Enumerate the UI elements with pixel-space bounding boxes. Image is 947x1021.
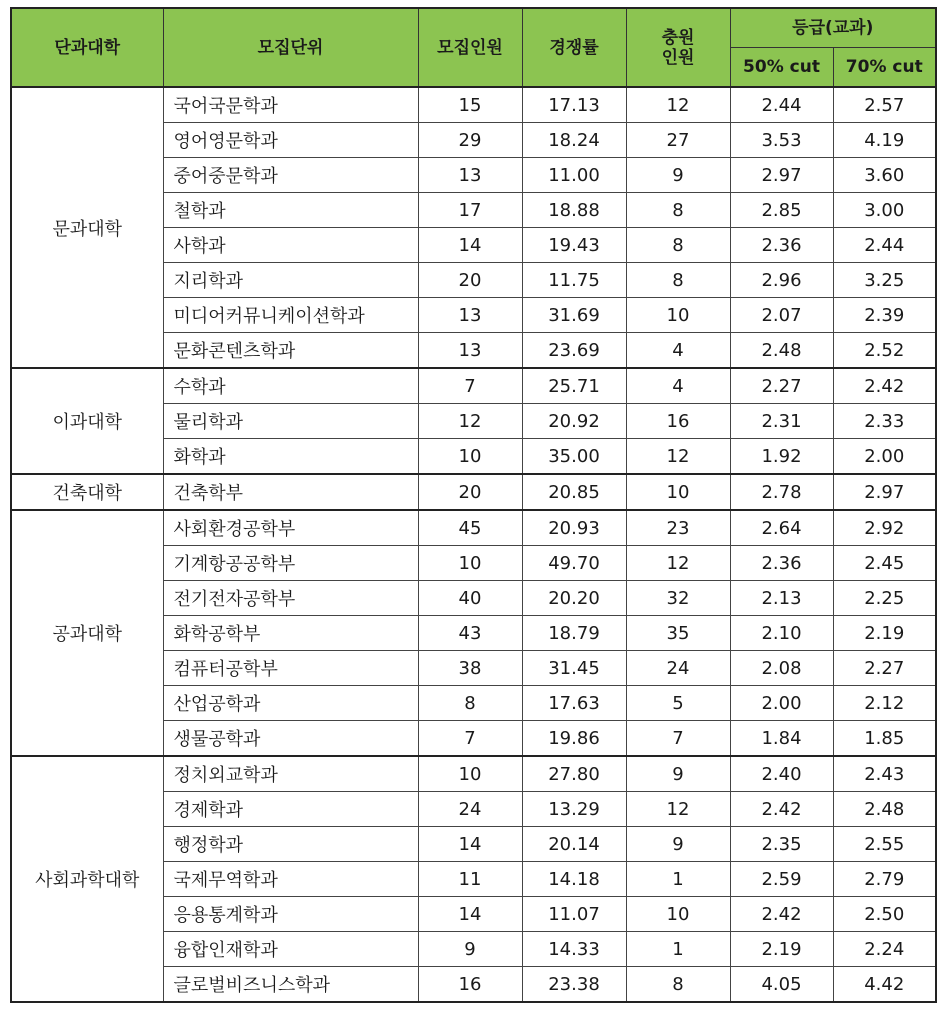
competition-cell: 11.07 bbox=[522, 897, 626, 932]
cut70-cell: 2.45 bbox=[833, 546, 936, 581]
competition-cell: 17.13 bbox=[522, 87, 626, 123]
quota-cell: 13 bbox=[418, 333, 522, 369]
cut70-cell: 2.42 bbox=[833, 368, 936, 404]
header-unit: 모집단위 bbox=[163, 8, 418, 87]
unit-cell: 정치외교학과 bbox=[163, 756, 418, 792]
cut50-cell: 2.78 bbox=[730, 474, 833, 510]
cut50-cell: 2.48 bbox=[730, 333, 833, 369]
quota-cell: 13 bbox=[418, 298, 522, 333]
cut70-cell: 2.24 bbox=[833, 932, 936, 967]
waitlist-cell: 27 bbox=[626, 123, 730, 158]
table-row bbox=[11, 474, 936, 510]
quota-cell: 10 bbox=[418, 439, 522, 475]
table-row bbox=[11, 756, 936, 792]
waitlist-cell: 12 bbox=[626, 87, 730, 123]
waitlist-cell: 8 bbox=[626, 193, 730, 228]
college-cell: 이과대학 bbox=[11, 368, 163, 474]
header-grade-group: 등급(교과) bbox=[730, 8, 936, 48]
quota-cell: 20 bbox=[418, 474, 522, 510]
unit-cell: 산업공학과 bbox=[163, 686, 418, 721]
unit-cell: 건축학부 bbox=[163, 474, 418, 510]
cut70-cell: 2.19 bbox=[833, 616, 936, 651]
unit-cell: 국제무역학과 bbox=[163, 862, 418, 897]
quota-cell: 7 bbox=[418, 721, 522, 757]
cut70-cell: 2.97 bbox=[833, 474, 936, 510]
cut70-cell: 2.52 bbox=[833, 333, 936, 369]
unit-cell: 철학과 bbox=[163, 193, 418, 228]
table-row bbox=[11, 368, 936, 404]
quota-cell: 16 bbox=[418, 967, 522, 1003]
waitlist-cell: 8 bbox=[626, 263, 730, 298]
waitlist-cell: 1 bbox=[626, 862, 730, 897]
unit-cell: 융합인재학과 bbox=[163, 932, 418, 967]
quota-cell: 10 bbox=[418, 546, 522, 581]
competition-cell: 49.70 bbox=[522, 546, 626, 581]
competition-cell: 17.63 bbox=[522, 686, 626, 721]
cut50-cell: 2.35 bbox=[730, 827, 833, 862]
competition-cell: 18.88 bbox=[522, 193, 626, 228]
competition-cell: 25.71 bbox=[522, 368, 626, 404]
cut50-cell: 2.07 bbox=[730, 298, 833, 333]
quota-cell: 7 bbox=[418, 368, 522, 404]
cut70-cell: 2.27 bbox=[833, 651, 936, 686]
quota-cell: 29 bbox=[418, 123, 522, 158]
cut50-cell: 1.92 bbox=[730, 439, 833, 475]
cut50-cell: 2.10 bbox=[730, 616, 833, 651]
unit-cell: 사회환경공학부 bbox=[163, 510, 418, 546]
quota-cell: 14 bbox=[418, 897, 522, 932]
competition-cell: 20.85 bbox=[522, 474, 626, 510]
college-cell: 건축대학 bbox=[11, 474, 163, 510]
cut70-cell: 2.39 bbox=[833, 298, 936, 333]
header-competition: 경쟁률 bbox=[522, 8, 626, 87]
cut70-cell: 2.00 bbox=[833, 439, 936, 475]
unit-cell: 수학과 bbox=[163, 368, 418, 404]
cut70-cell: 2.92 bbox=[833, 510, 936, 546]
competition-cell: 18.24 bbox=[522, 123, 626, 158]
table-row bbox=[11, 87, 936, 123]
college-group bbox=[11, 510, 936, 756]
competition-cell: 11.00 bbox=[522, 158, 626, 193]
unit-cell: 화학공학부 bbox=[163, 616, 418, 651]
cut50-cell: 4.05 bbox=[730, 967, 833, 1003]
competition-cell: 14.33 bbox=[522, 932, 626, 967]
unit-cell: 컴퓨터공학부 bbox=[163, 651, 418, 686]
waitlist-cell: 32 bbox=[626, 581, 730, 616]
competition-cell: 11.75 bbox=[522, 263, 626, 298]
unit-cell: 물리학과 bbox=[163, 404, 418, 439]
quota-cell: 24 bbox=[418, 792, 522, 827]
quota-cell: 43 bbox=[418, 616, 522, 651]
cut50-cell: 1.84 bbox=[730, 721, 833, 757]
quota-cell: 15 bbox=[418, 87, 522, 123]
cut50-cell: 2.08 bbox=[730, 651, 833, 686]
cut50-cell: 2.13 bbox=[730, 581, 833, 616]
waitlist-cell: 16 bbox=[626, 404, 730, 439]
unit-cell: 생물공학과 bbox=[163, 721, 418, 757]
competition-cell: 23.38 bbox=[522, 967, 626, 1003]
cut70-cell: 4.42 bbox=[833, 967, 936, 1003]
competition-cell: 20.92 bbox=[522, 404, 626, 439]
cut50-cell: 2.42 bbox=[730, 792, 833, 827]
cut50-cell: 2.31 bbox=[730, 404, 833, 439]
unit-cell: 화학과 bbox=[163, 439, 418, 475]
unit-cell: 영어영문학과 bbox=[163, 123, 418, 158]
waitlist-cell: 8 bbox=[626, 967, 730, 1003]
unit-cell: 기계항공공학부 bbox=[163, 546, 418, 581]
cut50-cell: 2.59 bbox=[730, 862, 833, 897]
table-row bbox=[11, 510, 936, 546]
college-group bbox=[11, 368, 936, 474]
waitlist-cell: 12 bbox=[626, 792, 730, 827]
quota-cell: 14 bbox=[418, 228, 522, 263]
waitlist-cell: 9 bbox=[626, 158, 730, 193]
cut50-cell: 2.36 bbox=[730, 228, 833, 263]
cut70-cell: 2.79 bbox=[833, 862, 936, 897]
waitlist-cell: 35 bbox=[626, 616, 730, 651]
quota-cell: 45 bbox=[418, 510, 522, 546]
cut50-cell: 2.36 bbox=[730, 546, 833, 581]
cut50-cell: 2.40 bbox=[730, 756, 833, 792]
header-waitlist-line1: 충원 bbox=[661, 27, 695, 48]
cut70-cell: 2.25 bbox=[833, 581, 936, 616]
competition-cell: 31.45 bbox=[522, 651, 626, 686]
college-group bbox=[11, 87, 936, 368]
header-college: 단과대학 bbox=[11, 8, 163, 87]
college-group bbox=[11, 756, 936, 1002]
waitlist-cell: 4 bbox=[626, 333, 730, 369]
waitlist-cell: 23 bbox=[626, 510, 730, 546]
competition-cell: 20.20 bbox=[522, 581, 626, 616]
cut70-cell: 2.57 bbox=[833, 87, 936, 123]
cut50-cell: 3.53 bbox=[730, 123, 833, 158]
cut70-cell: 2.48 bbox=[833, 792, 936, 827]
unit-cell: 행정학과 bbox=[163, 827, 418, 862]
header-cut50: 50% cut bbox=[730, 48, 833, 88]
waitlist-cell: 1 bbox=[626, 932, 730, 967]
unit-cell: 중어중문학과 bbox=[163, 158, 418, 193]
college-cell: 사회과학대학 bbox=[11, 756, 163, 1002]
cut70-cell: 2.43 bbox=[833, 756, 936, 792]
waitlist-cell: 9 bbox=[626, 756, 730, 792]
cut50-cell: 2.44 bbox=[730, 87, 833, 123]
waitlist-cell: 10 bbox=[626, 897, 730, 932]
cut50-cell: 2.96 bbox=[730, 263, 833, 298]
waitlist-cell: 10 bbox=[626, 474, 730, 510]
admission-results-table bbox=[10, 7, 937, 1003]
competition-cell: 35.00 bbox=[522, 439, 626, 475]
waitlist-cell: 4 bbox=[626, 368, 730, 404]
header-waitlist bbox=[626, 8, 730, 87]
competition-cell: 19.43 bbox=[522, 228, 626, 263]
cut70-cell: 4.19 bbox=[833, 123, 936, 158]
quota-cell: 10 bbox=[418, 756, 522, 792]
cut70-cell: 3.60 bbox=[833, 158, 936, 193]
quota-cell: 38 bbox=[418, 651, 522, 686]
quota-cell: 14 bbox=[418, 827, 522, 862]
unit-cell: 경제학과 bbox=[163, 792, 418, 827]
waitlist-cell: 8 bbox=[626, 228, 730, 263]
cut70-cell: 2.12 bbox=[833, 686, 936, 721]
quota-cell: 8 bbox=[418, 686, 522, 721]
quota-cell: 9 bbox=[418, 932, 522, 967]
cut70-cell: 2.50 bbox=[833, 897, 936, 932]
quota-cell: 40 bbox=[418, 581, 522, 616]
competition-cell: 13.29 bbox=[522, 792, 626, 827]
waitlist-cell: 24 bbox=[626, 651, 730, 686]
quota-cell: 11 bbox=[418, 862, 522, 897]
unit-cell: 미디어커뮤니케이션학과 bbox=[163, 298, 418, 333]
college-cell: 문과대학 bbox=[11, 87, 163, 368]
waitlist-cell: 9 bbox=[626, 827, 730, 862]
competition-cell: 20.14 bbox=[522, 827, 626, 862]
quota-cell: 13 bbox=[418, 158, 522, 193]
quota-cell: 17 bbox=[418, 193, 522, 228]
cut50-cell: 2.97 bbox=[730, 158, 833, 193]
unit-cell: 응용통계학과 bbox=[163, 897, 418, 932]
waitlist-cell: 12 bbox=[626, 439, 730, 475]
header-quota: 모집인원 bbox=[418, 8, 522, 87]
college-group bbox=[11, 474, 936, 510]
quota-cell: 20 bbox=[418, 263, 522, 298]
waitlist-cell: 5 bbox=[626, 686, 730, 721]
cut70-cell: 3.00 bbox=[833, 193, 936, 228]
competition-cell: 14.18 bbox=[522, 862, 626, 897]
competition-cell: 18.79 bbox=[522, 616, 626, 651]
cut50-cell: 2.85 bbox=[730, 193, 833, 228]
unit-cell: 전기전자공학부 bbox=[163, 581, 418, 616]
header-waitlist-line2: 인원 bbox=[661, 47, 695, 68]
unit-cell: 국어국문학과 bbox=[163, 87, 418, 123]
cut50-cell: 2.19 bbox=[730, 932, 833, 967]
cut70-cell: 2.33 bbox=[833, 404, 936, 439]
table-header bbox=[11, 8, 936, 87]
college-cell: 공과대학 bbox=[11, 510, 163, 756]
competition-cell: 19.86 bbox=[522, 721, 626, 757]
competition-cell: 31.69 bbox=[522, 298, 626, 333]
header-cut70: 70% cut bbox=[833, 48, 936, 88]
competition-cell: 23.69 bbox=[522, 333, 626, 369]
unit-cell: 문화콘텐츠학과 bbox=[163, 333, 418, 369]
competition-cell: 27.80 bbox=[522, 756, 626, 792]
waitlist-cell: 12 bbox=[626, 546, 730, 581]
cut50-cell: 2.00 bbox=[730, 686, 833, 721]
cut50-cell: 2.64 bbox=[730, 510, 833, 546]
cut70-cell: 2.55 bbox=[833, 827, 936, 862]
unit-cell: 글로벌비즈니스학과 bbox=[163, 967, 418, 1003]
cut70-cell: 1.85 bbox=[833, 721, 936, 757]
waitlist-cell: 7 bbox=[626, 721, 730, 757]
unit-cell: 사학과 bbox=[163, 228, 418, 263]
unit-cell: 지리학과 bbox=[163, 263, 418, 298]
waitlist-cell: 10 bbox=[626, 298, 730, 333]
cut50-cell: 2.42 bbox=[730, 897, 833, 932]
competition-cell: 20.93 bbox=[522, 510, 626, 546]
cut70-cell: 3.25 bbox=[833, 263, 936, 298]
cut70-cell: 2.44 bbox=[833, 228, 936, 263]
quota-cell: 12 bbox=[418, 404, 522, 439]
cut50-cell: 2.27 bbox=[730, 368, 833, 404]
